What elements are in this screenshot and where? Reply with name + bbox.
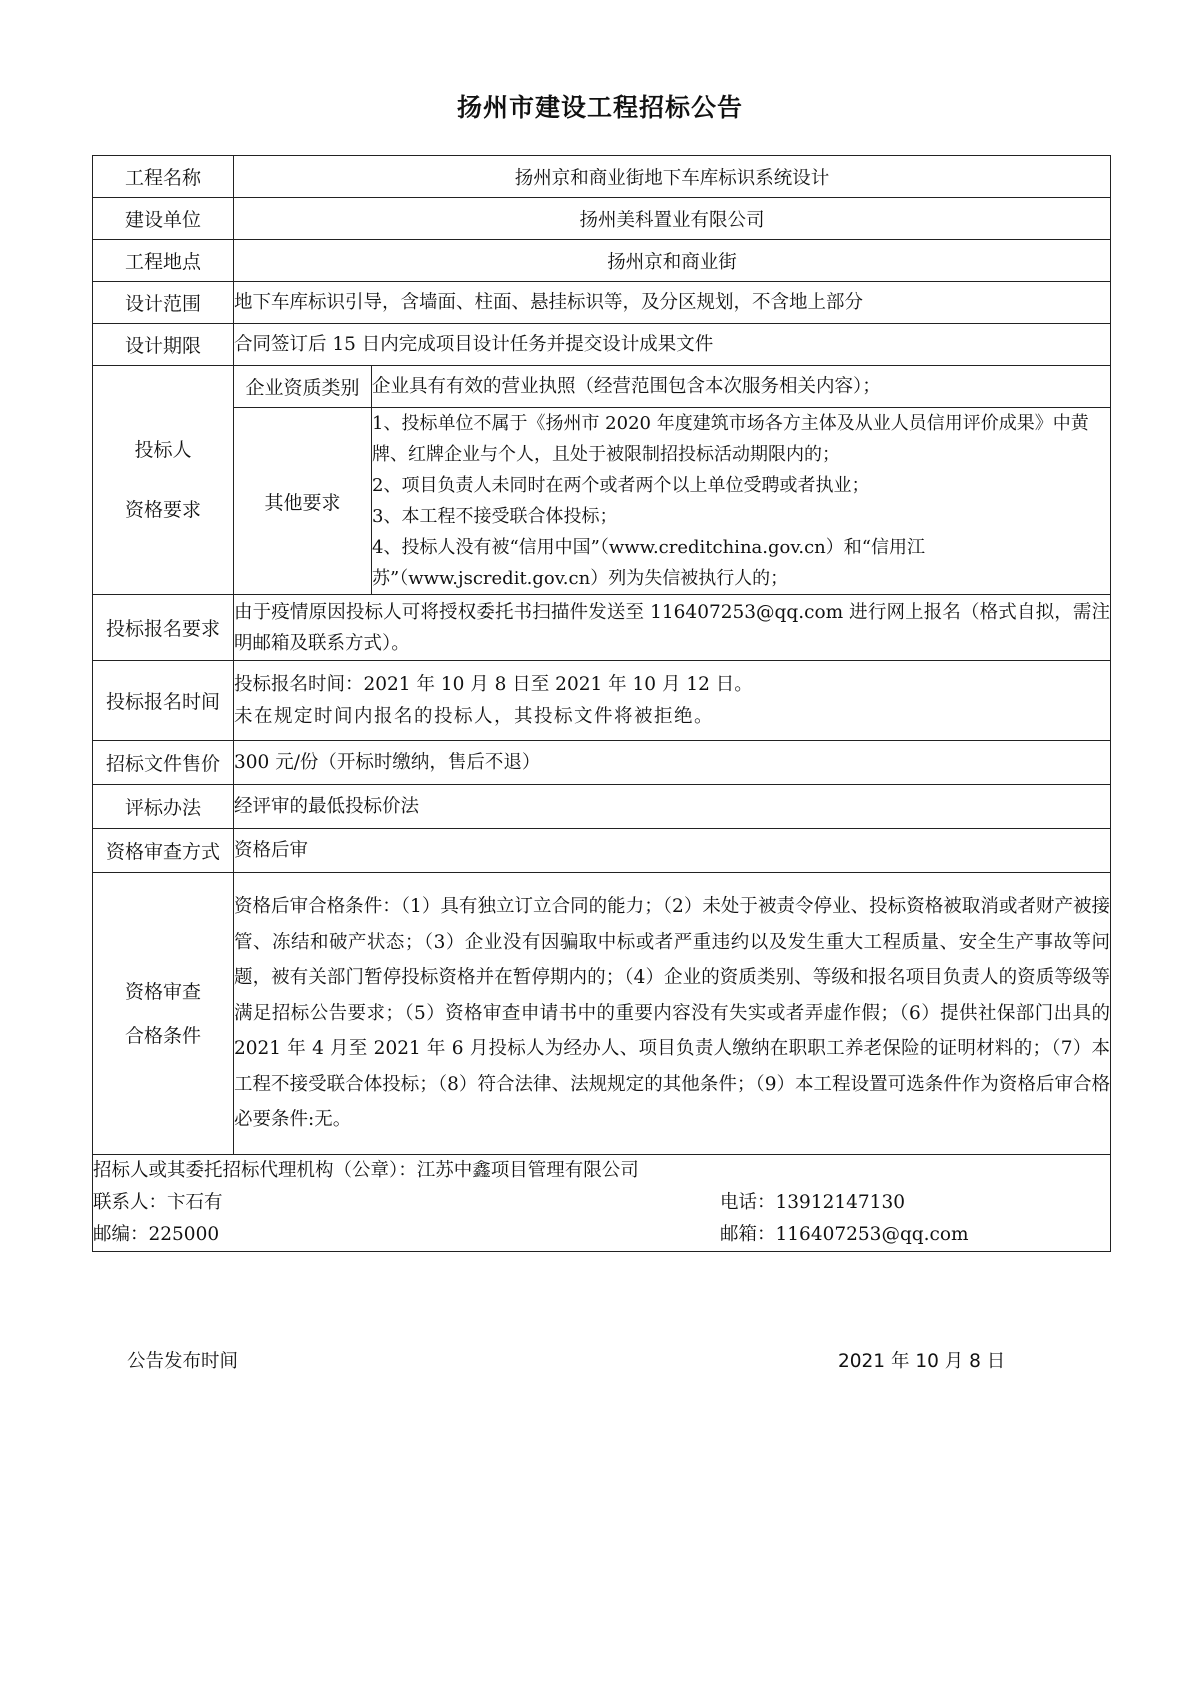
builder-value: 扬州美科置业有限公司 (234, 198, 1111, 240)
row-review-method (93, 829, 1111, 873)
other-requirements-label: 其他要求 (234, 408, 372, 595)
page-title: 扬州市建设工程招标公告 (456, 93, 743, 122)
row-review-conditions (93, 873, 1111, 1155)
review-conditions-label-line2: 合格条件 (124, 1024, 201, 1047)
row-agency (93, 1155, 1111, 1252)
row-other-requirements (93, 408, 1111, 595)
list-item: 2、项目负责人未同时在两个或者两个以上单位受聘或者执业； (372, 475, 870, 496)
row-design-scope (93, 282, 1111, 324)
agency-contact: 联系人：卞石有 (93, 1192, 223, 1213)
announcement-table (92, 155, 1111, 1252)
registration-time-label: 投标报名时间 (93, 661, 234, 741)
bidder-label-line2: 资格要求 (124, 499, 201, 521)
price-label: 招标文件售价 (93, 741, 234, 785)
project-name-value: 扬州京和商业街地下车库标识系统设计 (234, 156, 1111, 198)
review-method-value: 资格后审 (234, 829, 1111, 873)
review-method-label: 资格审查方式 (93, 829, 234, 873)
builder-label: 建设单位 (93, 198, 234, 240)
qualification-value: 企业具有有效的营业执照（经营范围包含本次服务相关内容）； (372, 366, 1111, 408)
design-scope-value: 地下车库标识引导，含墙面、柱面、悬挂标识等，及分区规划，不含地上部分 (234, 282, 1111, 324)
project-name-label: 工程名称 (93, 156, 234, 198)
design-period-label: 设计期限 (93, 324, 234, 366)
review-conditions-value: 资格后审合格条件：（1）具有独立订立合同的能力；（2）未处于被责令停业、投标资格被取消或者财产被接管、冻结和破产状态；（3）企业没有因骗取中标或者严重违约以及发生重大工程质量、安全生产事故等问题，被有关部门暂停投标资格并在暂停期内的；（4）企业的资质类别、等级和报名项目负责人的资质等级等满足招标公告要求；（5）资格审查申请书中的重要内容没有失实或者弄虚作假；（6）提供社保部门出具的 2021 年 4 月至 2021 年 6 月投标人为经办人、项目负责人缴纳在职职工养老保险的证明材料的；（7）本工程不接受联合体投标；（8）符合法律、法规规定的其他条件；（9）本工程设置可选条件作为资格后审合格必要条件:无。 (234, 873, 1111, 1155)
design-period-value: 合同签订后 15 日内完成项目设计任务并提交设计成果文件 (234, 324, 1111, 366)
qualification-label: 企业资质类别 (234, 366, 372, 408)
row-builder (93, 198, 1111, 240)
agency-postcode: 邮编：225000 (93, 1224, 220, 1245)
design-scope-label: 设计范围 (93, 282, 234, 324)
review-conditions-label-line1: 资格审查 (124, 980, 201, 1003)
row-qualification (93, 366, 1111, 408)
registration-time-line2: 未在规定时间内报名的投标人，其投标文件将被拒绝。 (234, 705, 715, 727)
review-conditions-label (93, 873, 234, 1155)
evaluation-value: 经评审的最低投标价法 (234, 785, 1111, 829)
publish-date: 2021 年 10 月 8 日 (838, 1351, 1006, 1372)
row-price (93, 741, 1111, 785)
row-project-name (93, 156, 1111, 198)
registration-requirement-value: 由于疫情原因投标人可将授权委托书扫描件发送至 116407253@qq.com 进行网上报名（格式自拟，需注明邮箱及联系方式）。 (234, 595, 1111, 661)
registration-requirement-label: 投标报名要求 (93, 595, 234, 661)
agency-phone: 电话：13912147130 (720, 1192, 905, 1213)
other-requirements-list (372, 408, 1111, 595)
evaluation-label: 评标办法 (93, 785, 234, 829)
row-evaluation (93, 785, 1111, 829)
row-location (93, 240, 1111, 282)
list-item: 4、投标人没有被“信用中国”（www.creditchina.gov.cn）和“信用江苏”（www.jscredit.gov.cn）列为失信被执行人的； (372, 537, 925, 589)
row-registration-time (93, 661, 1111, 741)
price-value: 300 元/份（开标时缴纳，售后不退） (234, 741, 1111, 785)
agency-email: 邮箱：116407253@qq.com (720, 1224, 969, 1245)
bidder-label-line1: 投标人 (134, 439, 192, 461)
bidder-requirements-label (93, 366, 234, 595)
location-label: 工程地点 (93, 240, 234, 282)
publish-label: 公告发布时间 (127, 1351, 239, 1372)
row-registration-requirement (93, 595, 1111, 661)
registration-time-value (234, 661, 1111, 741)
row-design-period (93, 324, 1111, 366)
list-item: 3、本工程不接受联合体投标； (372, 506, 618, 527)
list-item: 1、投标单位不属于《扬州市 2020 年度建筑市场各方主体及从业人员信用评价成果》中黄牌、红牌企业与个人，且处于被限制招投标活动期限内的； (372, 413, 1089, 465)
agency-line: 招标人或其委托招标代理机构（公章）：江苏中鑫项目管理有限公司 (93, 1160, 639, 1181)
agency-block (93, 1155, 1111, 1252)
location-value: 扬州京和商业街 (234, 240, 1111, 282)
registration-time-line1: 投标报名时间：2021 年 10 月 8 日至 2021 年 10 月 12 日。 (234, 673, 753, 695)
